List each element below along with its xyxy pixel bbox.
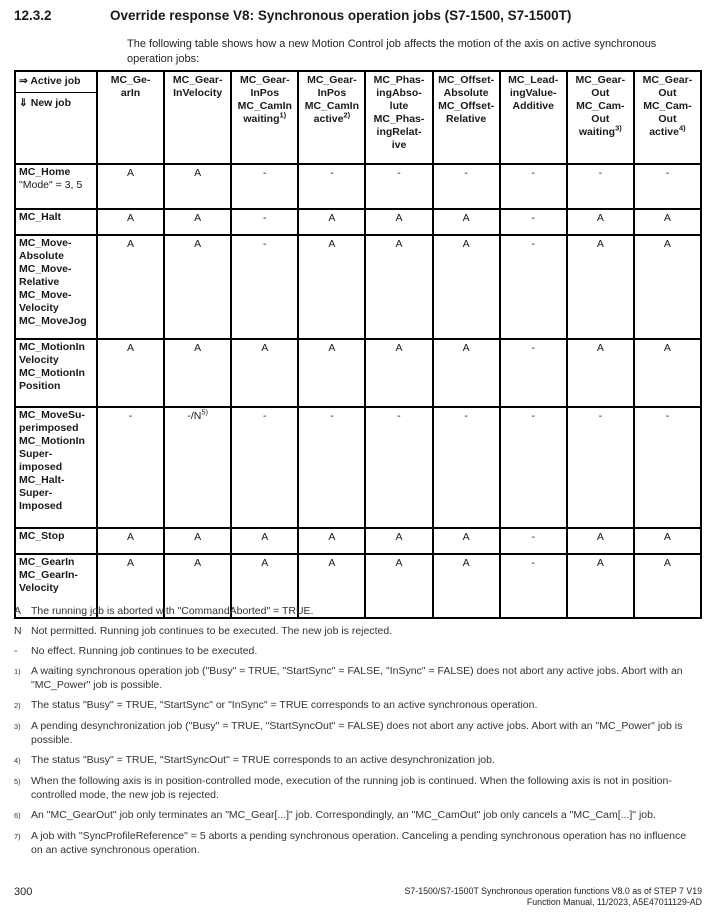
table-cell: - bbox=[500, 209, 567, 235]
table-cell: - bbox=[500, 339, 567, 407]
table-cell: A bbox=[634, 554, 701, 618]
table-header-row bbox=[15, 71, 701, 164]
footnote-marker: 7) bbox=[14, 832, 21, 841]
table-cell: - bbox=[634, 164, 701, 209]
intro-text: The following table shows how a new Motion Control job affects the motion of the axis on active synchronous operation jobs: bbox=[127, 38, 657, 65]
table-cell: A bbox=[433, 235, 500, 339]
footnote-legend bbox=[14, 604, 706, 658]
table-cell: - bbox=[365, 407, 432, 528]
legend-text: Not permitted. Running job continues to be executed. The new job is rejected. bbox=[31, 625, 393, 637]
row-label: MC_MoveSu- perimposed MC_MotionIn Super- imposed MC_Halt- Super- Imposed bbox=[15, 407, 97, 528]
table-cell: - bbox=[298, 407, 365, 528]
page-footer bbox=[14, 886, 702, 908]
table-cell: - bbox=[231, 209, 298, 235]
table-cell: A bbox=[97, 164, 164, 209]
table-cell: - bbox=[97, 407, 164, 528]
table-cell: - bbox=[500, 164, 567, 209]
table-cell: $-/N^{5)}$ bbox=[164, 407, 231, 528]
footnotes-block bbox=[14, 604, 706, 863]
footnote-marker: 4) bbox=[14, 756, 21, 765]
section-heading bbox=[14, 8, 704, 23]
table-header-cell: MC_Ge- arIn bbox=[97, 71, 164, 164]
table-cell: A bbox=[567, 209, 634, 235]
table-row bbox=[15, 235, 701, 339]
table-cell: A bbox=[433, 528, 500, 554]
table-cell: - bbox=[634, 407, 701, 528]
footnote-marker: 3) bbox=[14, 722, 21, 731]
footnote-text: An "MC_GearOut" job only terminates an "MC_Gear[...]" job. Correspondingly, an "MC_CamOut" job only cancels a "MC_Cam[...]" job. bbox=[31, 809, 656, 821]
footnote-item bbox=[14, 719, 706, 747]
table-header-cell: MC_Gear- InPos MC_CamIn waiting$^{1)}$ bbox=[231, 71, 298, 164]
row-label: MC_Halt bbox=[15, 209, 97, 235]
legend-item bbox=[14, 644, 706, 658]
table-cell: - bbox=[231, 235, 298, 339]
active-job-label: ⇒ Active job bbox=[16, 72, 96, 93]
table-cell: A bbox=[567, 528, 634, 554]
table-cell: A bbox=[433, 554, 500, 618]
footnote-item bbox=[14, 698, 706, 713]
table-cell: A bbox=[164, 235, 231, 339]
table-cell: A bbox=[164, 339, 231, 407]
legend-text: No effect. Running job continues to be executed. bbox=[31, 645, 258, 657]
table-header-cell: MC_Lead- ingValue- Additive bbox=[500, 71, 567, 164]
table-cell: A bbox=[567, 339, 634, 407]
table-cell: A bbox=[97, 528, 164, 554]
table-cell: A bbox=[365, 528, 432, 554]
table-header-cell: MC_Gear- Out MC_Cam- Out waiting$^{3)}$ bbox=[567, 71, 634, 164]
legend-key: A bbox=[14, 605, 22, 617]
table-cell: A bbox=[97, 235, 164, 339]
footnote-text: When the following axis is in position-controlled mode, execution of the running job is continued. When the following axis is not in position-controlled mode, the new job is rejected. bbox=[31, 775, 672, 801]
legend-text: The running job is aborted with "CommandAborted" = TRUE. bbox=[31, 605, 314, 617]
table-cell: - bbox=[365, 164, 432, 209]
footnote-marker: 2) bbox=[14, 701, 21, 710]
footer-line2: Function Manual, 11/2023, A5E47011129-AD bbox=[526, 897, 702, 907]
table-cell: A bbox=[365, 235, 432, 339]
table-cell: A bbox=[365, 209, 432, 235]
table-row bbox=[15, 407, 701, 528]
table-cell: A bbox=[231, 554, 298, 618]
table-cell: A bbox=[231, 339, 298, 407]
table-cell: - bbox=[231, 164, 298, 209]
table-cell: - bbox=[500, 528, 567, 554]
table-cell: A bbox=[365, 554, 432, 618]
table-cell: A bbox=[567, 235, 634, 339]
row-label: MC_Home "Mode" = 3, 5 bbox=[15, 164, 97, 209]
table-cell: A bbox=[433, 209, 500, 235]
table-cell: A bbox=[433, 339, 500, 407]
section-number: 12.3.2 bbox=[14, 8, 52, 23]
table-cell: - bbox=[298, 164, 365, 209]
table-cell: A bbox=[97, 339, 164, 407]
table-cell: A bbox=[164, 164, 231, 209]
footnote-item bbox=[14, 753, 706, 768]
table-cell: A bbox=[164, 528, 231, 554]
footnote-list bbox=[14, 664, 706, 857]
footnote-item bbox=[14, 774, 706, 802]
table-cell: A bbox=[97, 554, 164, 618]
table-cell: A bbox=[231, 528, 298, 554]
table-cell: A bbox=[298, 528, 365, 554]
footnote-item bbox=[14, 829, 706, 857]
table-cell: - bbox=[500, 407, 567, 528]
page-number: 300 bbox=[14, 886, 33, 898]
table-row bbox=[15, 339, 701, 407]
table-cell: - bbox=[500, 235, 567, 339]
table-cell: A bbox=[298, 235, 365, 339]
table-cell: A bbox=[365, 339, 432, 407]
table-header-cell: MC_Gear- InVelocity bbox=[164, 71, 231, 164]
arrow-right-icon: ⇒ bbox=[19, 75, 28, 87]
table-cell: A bbox=[298, 209, 365, 235]
new-job-label: ⇓ New job bbox=[19, 97, 71, 109]
override-response-table bbox=[14, 70, 702, 619]
row-label: MC_MotionIn Velocity MC_MotionIn Position bbox=[15, 339, 97, 407]
table-cell: - bbox=[567, 164, 634, 209]
table-cell: - bbox=[433, 407, 500, 528]
legend-item bbox=[14, 624, 706, 638]
table-cell: A bbox=[298, 554, 365, 618]
footer-line1: S7-1500/S7-1500T Synchronous operation functions V8.0 as of STEP 7 V19 bbox=[404, 886, 702, 896]
table-cell: - bbox=[231, 407, 298, 528]
table-cell: A bbox=[634, 528, 701, 554]
table-row bbox=[15, 528, 701, 554]
legend-item bbox=[14, 604, 706, 618]
table-header-cell: MC_Phas- ingAbso- lute MC_Phas- ingRelat- ive bbox=[365, 71, 432, 164]
table-cell: - bbox=[500, 554, 567, 618]
row-label: MC_GearIn MC_GearIn- Velocity bbox=[15, 554, 97, 618]
page-title: Override response V8: Synchronous operation jobs (S7-1500, S7-1500T) bbox=[110, 8, 572, 23]
row-label: MC_Stop bbox=[15, 528, 97, 554]
footnote-text: A job with "SyncProfileReference" = 5 aborts a pending synchronous operation. Canceling a pending synchronous operation has no influence on an active synchronous operation. bbox=[31, 830, 687, 856]
table-cell: A bbox=[634, 339, 701, 407]
override-table bbox=[14, 70, 702, 619]
footnote-item bbox=[14, 664, 706, 692]
table-cell: A bbox=[97, 209, 164, 235]
arrow-down-icon: ⇓ bbox=[19, 97, 28, 109]
table-row bbox=[15, 209, 701, 235]
footnote-text: The status "Busy" = TRUE, "StartSync" or "InSync" = TRUE corresponds to an active synchronous operation. bbox=[31, 699, 538, 711]
footer-doc-info bbox=[405, 886, 703, 908]
table-header-cell: MC_Gear- InPos MC_CamIn active$^{2)}$ bbox=[298, 71, 365, 164]
footnote-text: The status "Busy" = TRUE, "StartSyncOut" = TRUE corresponds to an active desynchronization job. bbox=[31, 754, 495, 766]
table-cell: A bbox=[634, 235, 701, 339]
footnote-marker: 1) bbox=[14, 667, 21, 676]
footnote-marker: 5) bbox=[14, 777, 21, 786]
table-header-cell: MC_Offset- Absolute MC_Offset- Relative bbox=[433, 71, 500, 164]
row-label: MC_Move- Absolute MC_Move- Relative MC_Move- Velocity MC_MoveJog bbox=[15, 235, 97, 339]
corner-header-cell bbox=[15, 71, 97, 164]
footnote-item bbox=[14, 808, 706, 823]
footnote-text: A pending desynchronization job ("Busy" = TRUE, "StartSyncOut" = FALSE) does not abort any active jobs. Abort with an "MC_Power" job is possible. bbox=[31, 720, 683, 746]
table-cell: - bbox=[433, 164, 500, 209]
table-header-cell: MC_Gear- Out MC_Cam- Out active$^{4)}$ bbox=[634, 71, 701, 164]
table-row bbox=[15, 164, 701, 209]
table-cell: A bbox=[164, 554, 231, 618]
legend-key: N bbox=[14, 625, 22, 637]
table-cell: - bbox=[567, 407, 634, 528]
footnote-marker: 6) bbox=[14, 811, 21, 820]
table-cell: A bbox=[298, 339, 365, 407]
table-cell: A bbox=[164, 209, 231, 235]
table-cell: A bbox=[567, 554, 634, 618]
footnote-text: A waiting synchronous operation job ("Busy" = TRUE, "StartSync" = FALSE, "InSync" = FALSE) does not abort any active jobs. Abort with an "MC_Power" job is possible. bbox=[31, 665, 683, 691]
table-cell: A bbox=[634, 209, 701, 235]
legend-key: - bbox=[14, 645, 18, 657]
